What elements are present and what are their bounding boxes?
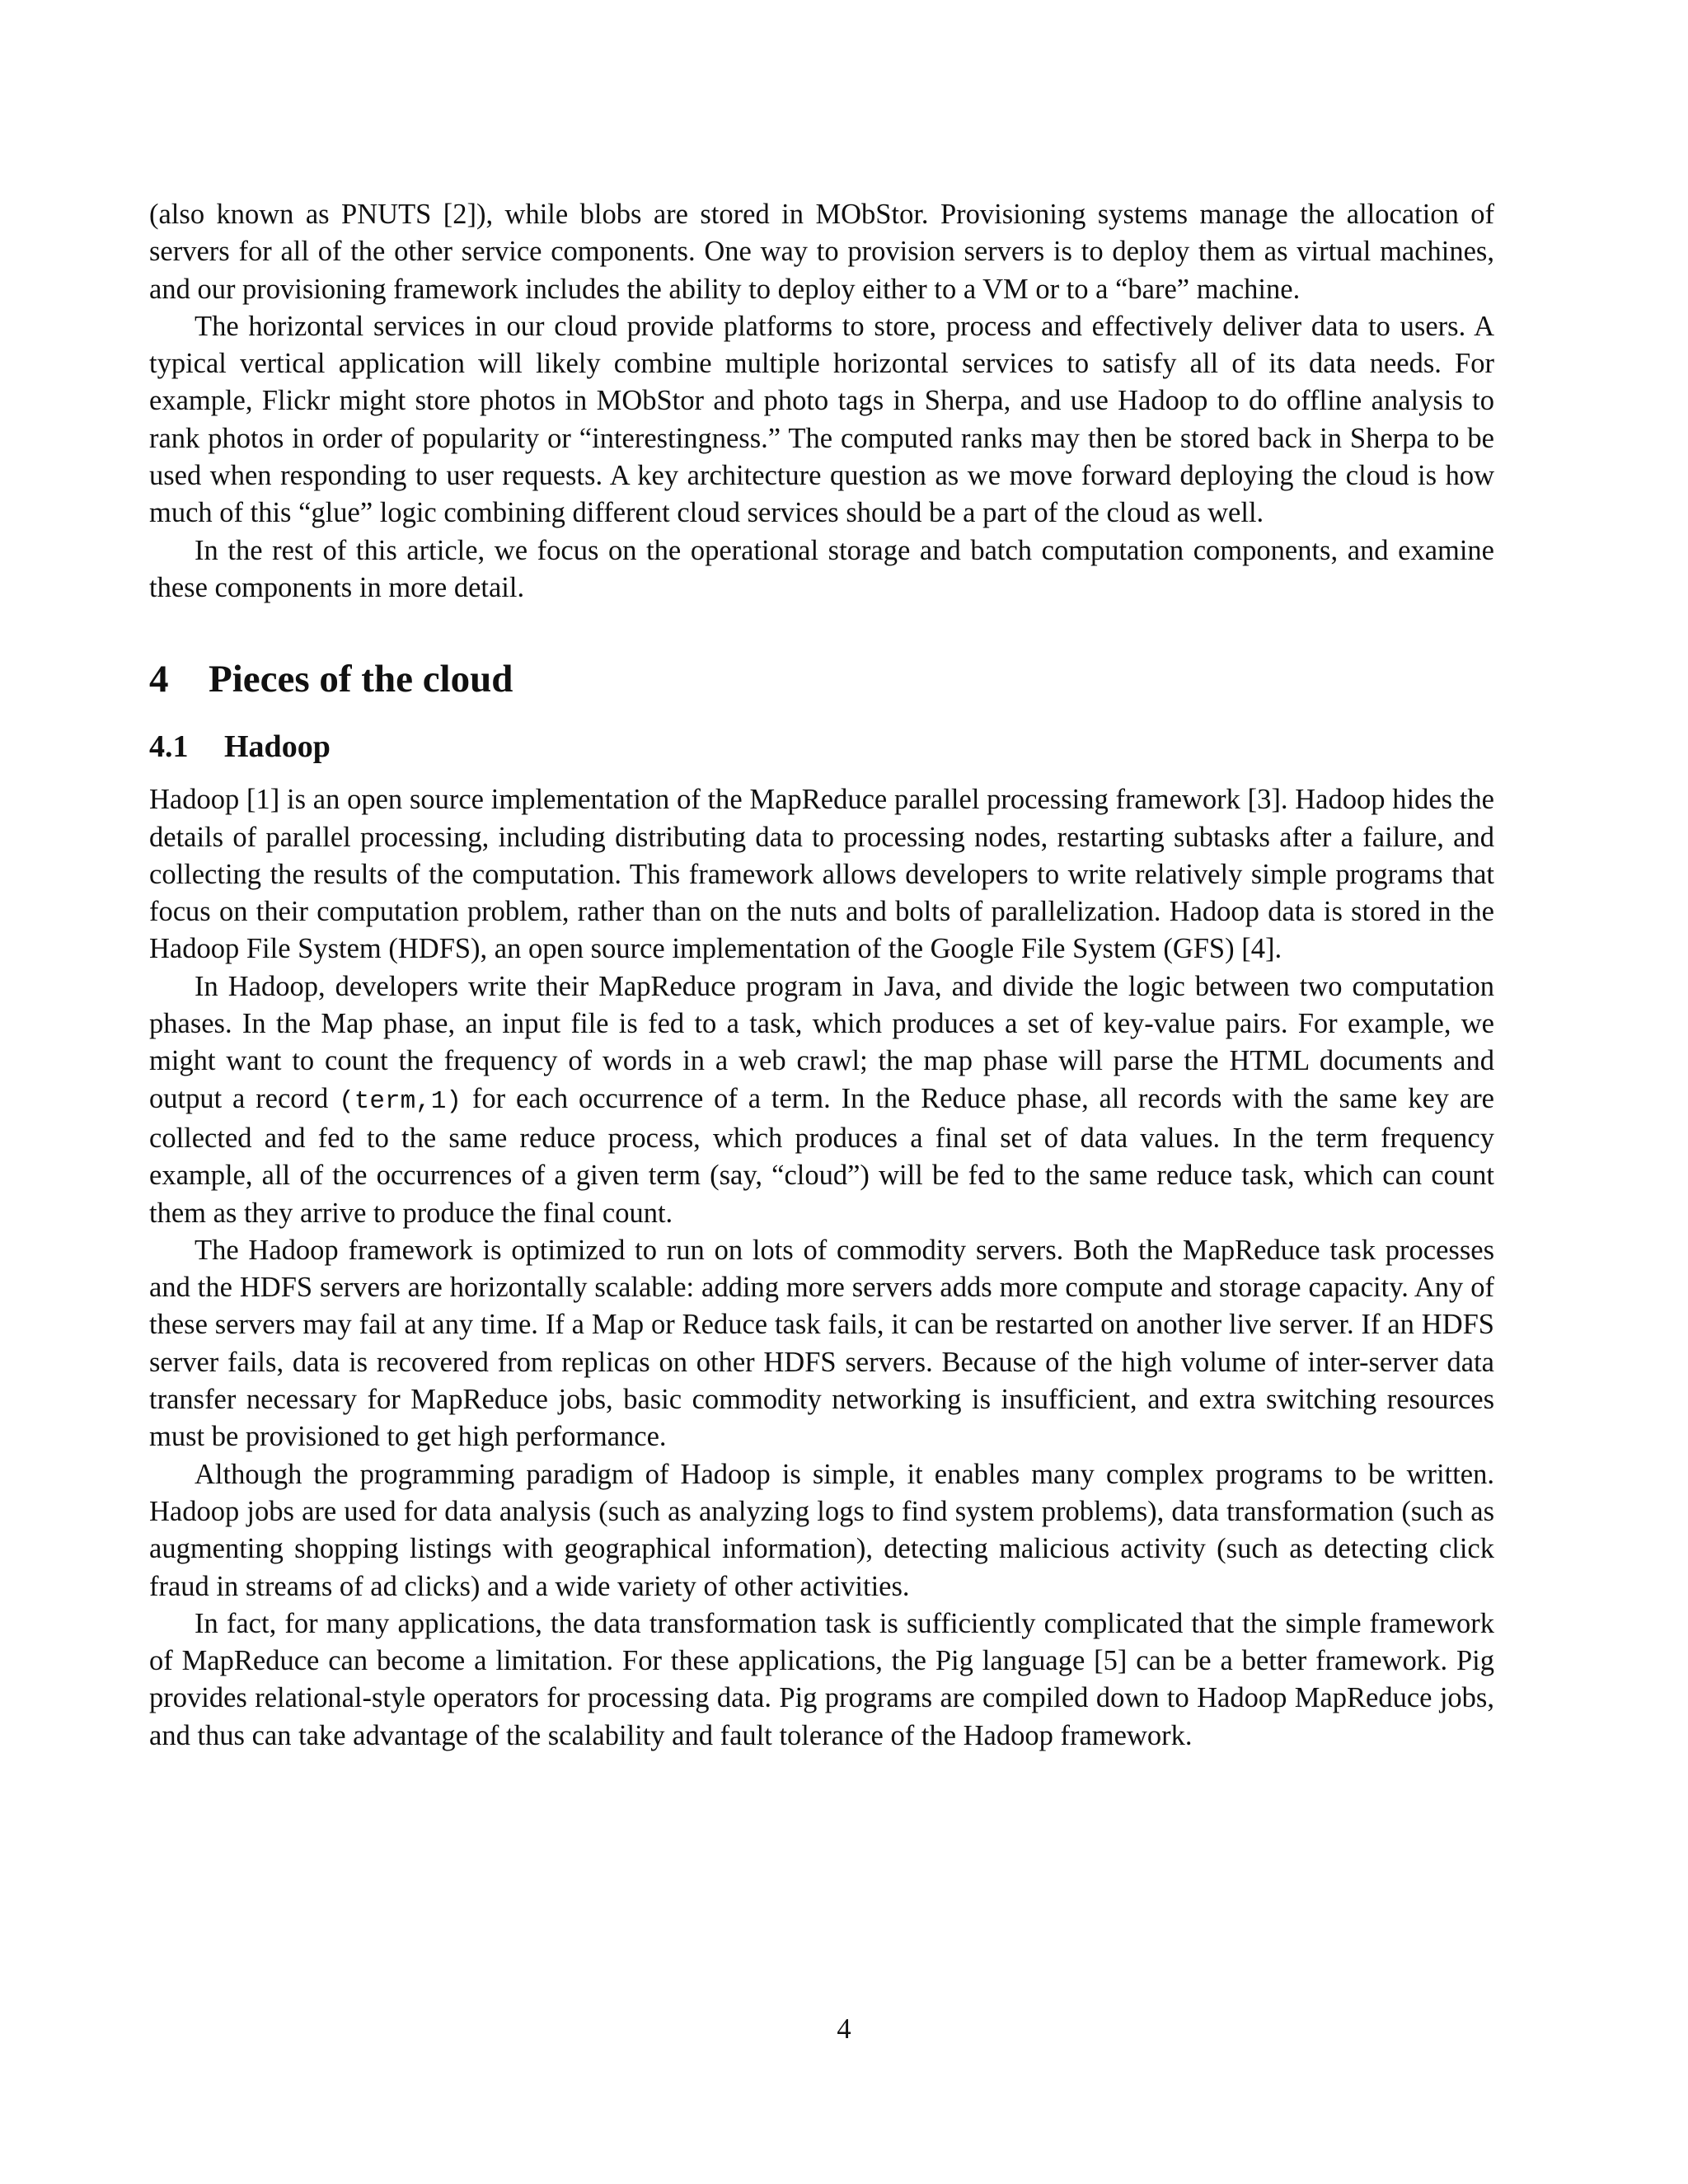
section-heading	[149, 654, 1494, 704]
page-number: 4	[837, 2013, 851, 2045]
inline-code-term: (term,1)	[339, 1086, 462, 1116]
intro-paragraph-2: The horizontal services in our cloud provide platforms to store, process and effectively deliver data to users. A typical vertical application will likely combine multiple horizontal services to satisfy all of its data needs. For example, Flickr might store photos in MObStor and photo tags in Sherpa, and use Hadoop to do offline analysis to rank photos in order of popularity or “interestingness.” The computed ranks may then be stored back in Sherpa to be used when responding to user requests. A key architecture question as we move forward deploying the cloud is how much of this “glue” logic combining different cloud services should be a part of the cloud as well.	[149, 310, 1494, 529]
hadoop-paragraph-5: In fact, for many applications, the data transformation task is sufficiently complicated that the simple framework of MapReduce can become a limitation. For these applications, the Pig language [5] can be a better framework. Pig provides relational-style operators for processing data. Pig programs are compiled down to Hadoop MapReduce jobs, and thus can take advantage of the scalability and fault tolerance of the Hadoop framework.	[149, 1607, 1494, 1751]
subsection-title: Hadoop	[224, 729, 331, 765]
hadoop-paragraph-4: Although the programming paradigm of Hadoop is simple, it enables many complex programs to be written. Hadoop jobs are used for data analysis (such as analyzing logs to find system problems), data transformation (such as augmenting shopping listings with geographical information), detecting malicious activity (such as detecting click fraud in streams of ad clicks) and a wide variety of other activities.	[149, 1458, 1494, 1602]
page-body	[149, 196, 1494, 1755]
section-number: 4	[149, 658, 169, 701]
subsection-number: 4.1	[149, 729, 189, 765]
hadoop-paragraph-3: The Hadoop framework is optimized to run on lots of commodity servers. Both the MapReduce task processes and the HDFS servers are horizontally scalable: adding more servers adds more compute and storage capacity. Any of these servers may fail at any time. If a Map or Reduce task fails, it can be restarted on another live server. If an HDFS server fails, data is recovered from replicas on other HDFS servers. Because of the high volume of inter-server data transfer necessary for MapReduce jobs, basic commodity networking is insufficient, and extra switching resources must be provisioned to get high performance.	[149, 1234, 1494, 1453]
section-title: Pieces of the cloud	[209, 658, 513, 701]
subsection-heading	[149, 726, 1494, 767]
intro-paragraph-1: (also known as PNUTS [2]), while blobs are stored in MObStor. Provisioning systems manage the allocation of servers for all of the other service components. One way to provision servers is to deploy them as virtual machines, and our provisioning framework includes the ability to deploy either to a VM or to a “bare” machine.	[149, 199, 1494, 305]
hadoop-paragraph-1: Hadoop [1] is an open source implementation of the MapReduce parallel processing framework [3]. Hadoop hides the details of parallel processing, including distributing data to processing nodes, restarting subtasks after a failure, and collecting the results of the computation. This framework allows developers to write relatively simple programs that focus on their computation problem, rather than on the nuts and bolts of parallelization. Hadoop data is stored in the Hadoop File System (HDFS), an open source implementation of the Google File System (GFS) [4].	[149, 784, 1494, 965]
hadoop-paragraph-2-text-a: In Hadoop, developers write their MapReduce program in Java, and divide the logic between two computation phases. In the Map phase, an input file is fed to a task, which produces a set of key-value pairs. For example, we might want to count the frequency of words in a web crawl; the map phase will parse the HTML documents and output a record	[149, 970, 1494, 1114]
intro-paragraph-3: In the rest of this article, we focus on the operational storage and batch computation components, and examine these components in more detail.	[149, 534, 1494, 603]
hadoop-paragraph-2	[149, 968, 1494, 1232]
hadoop-paragraph-2-text-b: for each occurrence of a term. In the Reduce phase, all records with the same key are collected and fed to the same reduce process, which produces a final set of data values. In the term frequency example, all of the occurrences of a given term (say, “cloud”) will be fed to the same reduce task, which can count them as they arrive to produce the final count.	[149, 1082, 1494, 1229]
